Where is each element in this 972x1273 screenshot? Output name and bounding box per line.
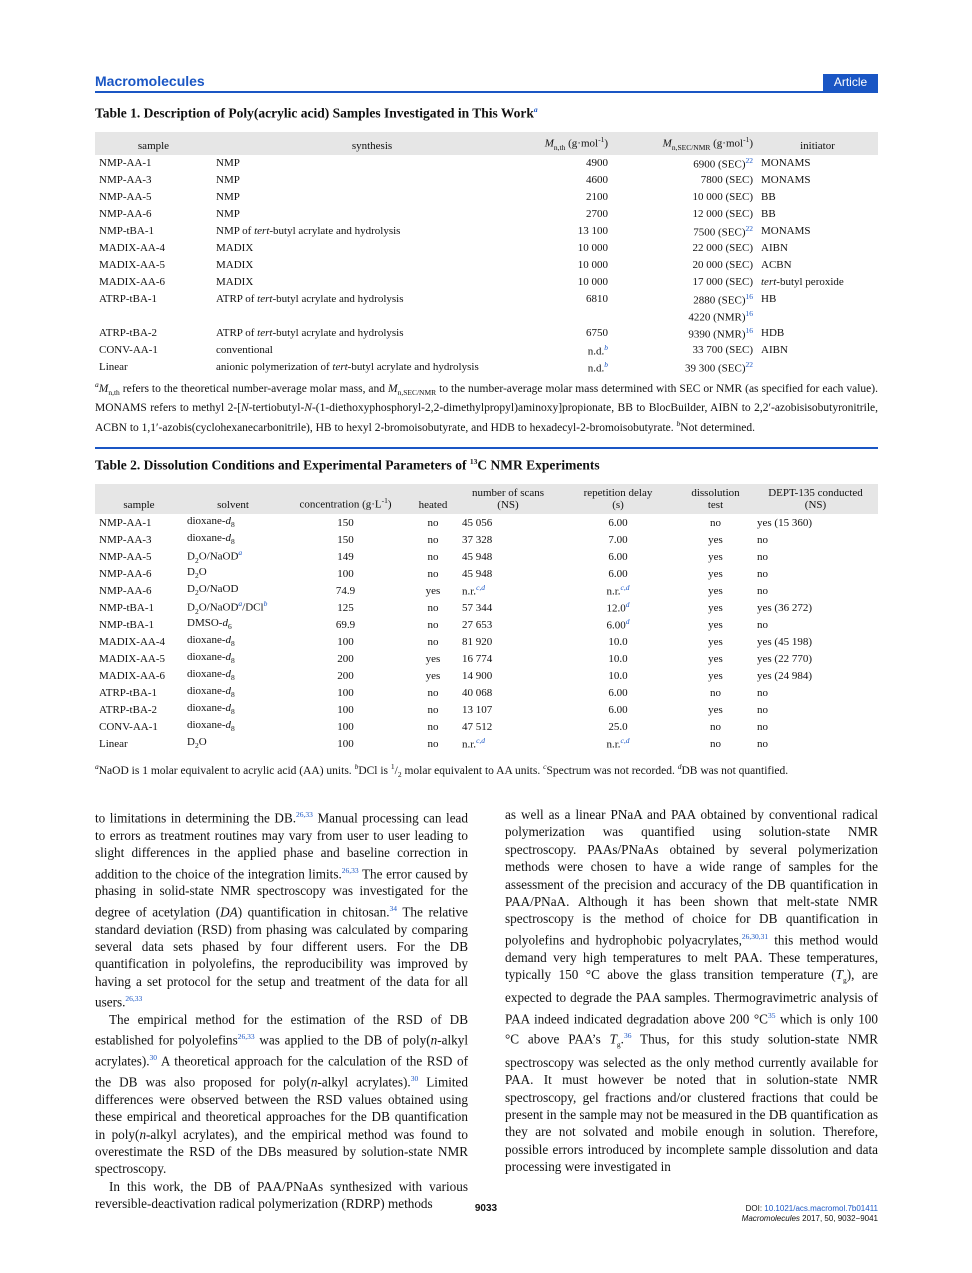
table-cell: NMP-AA-6	[99, 208, 152, 221]
table-cell: MADIX-AA-4	[99, 242, 165, 255]
table-cell: MADIX-AA-5	[99, 652, 165, 665]
table-cell: dioxane-$d_8$	[187, 702, 235, 717]
table-cell: NMP	[216, 174, 240, 187]
table-cell: AIBN	[761, 344, 788, 357]
table-cell: 9390 (NMR)$^{16}$	[688, 326, 753, 341]
article-type-badge: Article	[823, 74, 878, 91]
table-cell: 45 948	[462, 550, 493, 563]
table-cell: no	[427, 516, 439, 529]
table-cell: no	[757, 703, 768, 716]
table-cell: no	[427, 533, 439, 546]
table-cell: 45 948	[462, 567, 493, 580]
table-cell: 13 107	[462, 703, 493, 716]
table-cell: ATRP-tBA-1	[99, 686, 158, 699]
table-cell: NMP-AA-3	[99, 533, 152, 546]
table-cell: dioxane-$d_8$	[187, 719, 235, 734]
col-initiator: initiator	[800, 139, 835, 152]
table-cell: anionic polymerization of tert-butyl acrylate and hydrolysis	[216, 361, 479, 374]
table-cell: HDB	[761, 327, 785, 340]
table-cell: $D_2O$	[187, 566, 207, 581]
col-scans: number of scans (NS)	[471, 487, 545, 511]
table-row	[95, 684, 878, 701]
table-cell: no	[757, 550, 768, 563]
table-row	[95, 667, 878, 684]
table-cell: BB	[761, 208, 776, 221]
table-cell	[212, 308, 532, 325]
table-cell: 100	[337, 567, 354, 580]
table-cell: 25.0	[608, 720, 628, 733]
paragraph: to limitations in determining the DB.$^{26,33}$ Manual processing can lead to errors as treatment routines may vary from user to user leading to slight differences in the applied phase and baseline correction in addition to the choice of the integration limits.$^{26,33}$ The error caused by phasing in solid-state NMR spectroscopy was investigated for the degree of acetylation (DA) quantification in chitosan.$^{34}$ The relative standard deviation (RSD) from phasing was calculated by comparing several data sets phased by four different users. For the DB quantification in polyolefins, the reproducibility was improved by having a set protocol for the setup and treatment of the data for all users.$^{26,33}$	[95, 810, 468, 1010]
table-cell: yes (36 272)	[757, 601, 812, 614]
table-cell: 20 000 (SEC)	[692, 259, 753, 272]
table-row	[95, 206, 878, 223]
table-cell: NMP	[216, 208, 240, 221]
table-cell: 150	[337, 533, 354, 546]
table-cell: dioxane-$d_8$	[187, 685, 235, 700]
table-cell	[95, 308, 212, 325]
table-row	[95, 633, 878, 650]
table-row	[95, 155, 878, 172]
table-cell: no	[757, 686, 768, 699]
col-delay: repetition delay (s)	[583, 487, 653, 511]
table-cell: no	[427, 720, 439, 733]
table-cell: NMP-AA-6	[99, 567, 152, 580]
table-cell: $D_2O$	[187, 736, 207, 751]
table-cell: 10.0	[608, 652, 628, 665]
table-cell: Linear	[99, 361, 128, 374]
table-row	[95, 274, 878, 291]
table-cell: n.d.$^b$	[587, 343, 608, 358]
table-cell: dioxane-$d_8$	[187, 668, 235, 683]
section-rule	[95, 447, 878, 449]
table-cell: 100	[337, 686, 354, 699]
table-cell: no	[757, 584, 768, 597]
table-cell: 6.00	[608, 550, 628, 563]
table-cell: MADIX-AA-4	[99, 635, 165, 648]
table-cell: 150	[337, 516, 354, 529]
col-dissolution: dissolution test	[691, 487, 740, 511]
table-cell: MADIX	[216, 259, 254, 272]
table-cell: MONAMS	[761, 174, 811, 187]
table-cell: $D_2O/NaOD^a$	[187, 548, 243, 565]
table-row	[95, 172, 878, 189]
table1-body	[95, 155, 878, 376]
table-cell: yes	[425, 584, 441, 597]
table-cell: no	[427, 567, 439, 580]
table-cell: CONV-AA-1	[99, 344, 158, 357]
table-row	[95, 240, 878, 257]
table-row	[95, 599, 878, 616]
table-cell: n.r.$^{c,d}$	[606, 736, 630, 751]
table-row	[95, 359, 878, 376]
table-cell: n.d.$^b$	[587, 360, 608, 375]
journal-name[interactable]: Macromolecules	[95, 73, 205, 89]
table-cell: BB	[761, 191, 776, 204]
table-cell: MADIX-AA-6	[99, 669, 165, 682]
col-sample: sample	[137, 139, 170, 152]
table-cell: 7500 (SEC)$^{22}$	[693, 224, 753, 239]
table-cell: NMP-AA-1	[99, 157, 152, 170]
table-cell: $D_2O/NaOD^a/DCl^b$	[187, 599, 268, 616]
table-cell: 200	[337, 669, 354, 682]
table-cell: 4600	[586, 174, 608, 187]
table-cell: 16 774	[462, 652, 493, 665]
table-cell: 149	[337, 550, 354, 563]
table-cell: 69.9	[335, 618, 356, 631]
header-rule	[95, 91, 878, 93]
table-cell: NMP of tert-butyl acrylate and hydrolysis	[216, 225, 401, 238]
page-number: 9033	[474, 1203, 498, 1214]
table-cell: 10 000	[577, 242, 608, 255]
table-cell: 10 000	[577, 259, 608, 272]
table-cell: 100	[337, 635, 354, 648]
table1-header	[95, 132, 878, 155]
table-cell: 47 512	[462, 720, 493, 733]
table-cell: yes	[708, 601, 723, 614]
table-row	[95, 582, 878, 599]
table-row	[95, 548, 878, 565]
table-row	[95, 342, 878, 359]
table2-body	[95, 514, 878, 752]
table-row	[95, 257, 878, 274]
table-cell: 6900 (SEC)$^{22}$	[693, 156, 753, 171]
table-cell: no	[427, 601, 439, 614]
table-cell: NMP-tBA-1	[99, 601, 155, 614]
table-cell: no	[710, 720, 721, 733]
table-cell: ATRP-tBA-2	[99, 327, 158, 340]
table-cell: yes (15 360)	[757, 516, 812, 529]
table-cell: NMP-AA-1	[99, 516, 152, 529]
table-row	[95, 701, 878, 718]
table-cell: MADIX	[216, 242, 254, 255]
table-cell: no	[757, 737, 768, 750]
table-cell: NMP-AA-5	[99, 550, 152, 563]
table-cell: 13 100	[577, 225, 608, 238]
table1	[95, 132, 878, 376]
table-cell: 7800 (SEC)	[700, 174, 753, 187]
table2	[95, 484, 878, 752]
table-row	[95, 531, 878, 548]
table-cell: CONV-AA-1	[99, 720, 158, 733]
table-cell: yes	[708, 669, 723, 682]
table-cell: 57 344	[462, 601, 493, 614]
table-row	[95, 650, 878, 667]
table-cell: 10.0	[608, 635, 628, 648]
table-cell	[757, 308, 878, 325]
table-cell: 6.00	[608, 516, 628, 529]
table-cell: NMP	[216, 157, 240, 170]
table-cell: yes	[708, 635, 723, 648]
table-cell: yes	[708, 584, 723, 597]
table-cell: no	[427, 550, 439, 563]
table-cell: yes	[425, 652, 441, 665]
table-cell: 37 328	[462, 533, 493, 546]
doi-label: DOI:	[745, 1204, 765, 1213]
table1-title: Table 1. Description of Poly(acrylic acid) Samples Investigated in This Work$^a$	[95, 105, 538, 121]
table-cell: yes (22 770)	[757, 652, 812, 665]
table-cell: 12 000 (SEC)	[692, 208, 753, 221]
table-cell: yes (45 198)	[757, 635, 812, 648]
table-cell: 14 900	[462, 669, 493, 682]
table-cell: yes	[708, 652, 723, 665]
table-row	[95, 718, 878, 735]
table-cell: 2100	[586, 191, 608, 204]
table-cell: MADIX-AA-5	[99, 259, 165, 272]
table-cell: AIBN	[761, 242, 788, 255]
table-cell: yes (24 984)	[757, 669, 812, 682]
table2-title: Table 2. Dissolution Conditions and Experimental Parameters of $^{13}$C NMR Experiments	[95, 457, 600, 473]
table-row	[95, 514, 878, 531]
col-dept: DEPT-135 conducted (NS)	[768, 487, 863, 511]
col-sample: sample	[123, 499, 155, 511]
table-cell: 6.00	[608, 703, 628, 716]
table-cell: n.r.$^{c,d}$	[462, 583, 486, 598]
table-cell: ATRP of tert-butyl acrylate and hydrolysis	[216, 327, 404, 340]
table-cell: 10 000 (SEC)	[692, 191, 753, 204]
table-cell: n.r.$^{c,d}$	[462, 736, 486, 751]
table-cell: 7.00	[608, 533, 628, 546]
table-row	[95, 223, 878, 240]
table-cell: 6750	[586, 327, 608, 340]
doi-citation	[742, 1204, 878, 1224]
table2-header	[95, 484, 878, 514]
table-cell: 4900	[586, 157, 608, 170]
table-cell: yes	[708, 567, 723, 580]
table-cell: 27 653	[462, 618, 493, 631]
table-cell: MADIX	[216, 276, 254, 289]
table-cell: no	[427, 686, 439, 699]
table-cell: 100	[337, 703, 354, 716]
col-solvent: solvent	[217, 499, 249, 511]
table-cell: no	[757, 720, 768, 733]
table-row	[95, 189, 878, 206]
table-cell: 33 700 (SEC)	[692, 344, 753, 357]
table1-footnote: $^aM_{n,th}$ refers to the theoretical number-average molar mass, and $M_{n,SEC/NMR}$ to the number-average molar mass determined with SEC or NMR (as specified for each value). MONAMS refers to methyl 2-[N-tertiobutyl-N-(1-diethoxyphosphoryl-2,2-dimethylpropyl)aminoxy]propionate, BB to BlocBuilder, AIBN to 2,2′-azobisisobutyronitrile, ACBN to 1,1′-azobis(cyclohexanecarbonitrile), HB to hexyl 2-bromoisobutyrate, and HDB to hexadecyl-2-bromoisobutyrate. $^b$Not determined.	[95, 380, 878, 434]
table-cell: 6810	[586, 293, 608, 306]
table-cell: 22 000 (SEC)	[692, 242, 753, 255]
table-cell: no	[757, 533, 768, 546]
table-cell: dioxane-$d_8$	[187, 515, 235, 530]
table-cell: MADIX-AA-6	[99, 276, 165, 289]
table-cell: 4220 (NMR)$^{16}$	[688, 309, 753, 324]
table-cell: 10 000	[577, 276, 608, 289]
table-cell: ATRP of tert-butyl acrylate and hydrolysis	[216, 293, 404, 306]
table-cell: no	[710, 737, 721, 750]
table-cell: NMP-AA-3	[99, 174, 152, 187]
table-cell: 6.00	[608, 686, 628, 699]
paragraph: The empirical method for the estimation of the RSD of DB established for polyolefins$^{26,33}$ was applied to the DB of poly(n-alkyl acrylates).$^{30}$ A theoretical approach for the calculation of the RSD of the DB was also proposed for poly(n-alkyl acrylates).$^{30}$ Limited differences were observed between the RSD values obtained using these empirical and theoretical approaches for the DB quantification in poly(n-alkyl acrylates), and the empirical method was found to overestimate the RSD of the DBs measured by solution-state NMR spectroscopy.	[95, 1012, 468, 1177]
table-cell: 45 056	[462, 516, 493, 529]
table-cell: MONAMS	[761, 225, 811, 238]
table-cell: $D_2O$/NaOD	[187, 583, 239, 598]
table-cell: ATRP-tBA-1	[99, 293, 158, 306]
table-cell: NMP-tBA-1	[99, 618, 155, 631]
paragraph: In this work, the DB of PAA/PNaAs synthesized with various reversible-deactivation radical polymerization (RDRP) methods	[95, 1178, 468, 1212]
table-cell: DMSO-$d_6$	[187, 617, 232, 632]
table-cell: no	[427, 737, 439, 750]
table-cell: 39 300 (SEC)$^{22}$	[685, 360, 753, 375]
table-cell: dioxane-$d_8$	[187, 532, 235, 547]
table-cell: 17 000 (SEC)	[692, 276, 753, 289]
table-cell: no	[710, 686, 721, 699]
table-cell: NMP-AA-6	[99, 584, 152, 597]
table-cell: 12.0$^d$	[606, 600, 630, 615]
table-cell: tert-butyl peroxide	[761, 276, 844, 289]
table-cell: 125	[337, 601, 354, 614]
table-cell: conventional	[216, 344, 273, 357]
table-cell: 81 920	[462, 635, 493, 648]
table-cell: 100	[337, 737, 354, 750]
table-cell: 6.00	[608, 567, 628, 580]
table-cell: yes	[425, 669, 441, 682]
table-row	[95, 735, 878, 752]
col-concentration: concentration $(g\cdot L^{-1})$	[299, 496, 392, 511]
doi-link[interactable]: 10.1021/acs.macromol.7b01411	[764, 1204, 878, 1213]
table-row	[95, 565, 878, 582]
col-mn-th: $M_{n,th}$ (g·mol$^{-1}$)	[544, 135, 608, 152]
table-cell: 40 068	[462, 686, 493, 699]
body-column-right	[505, 806, 878, 1176]
citation: Macromolecules 2017, 50, 9032−9041	[741, 1214, 878, 1223]
table-cell: 100	[337, 720, 354, 733]
table-cell: 6.00$^d$	[606, 617, 630, 632]
table2-footnote: $^a$NaOD is 1 molar equivalent to acrylic acid (AA) units. $^b$DCl is $^1/_2$ molar equivalent to AA units. $^c$Spectrum was not recorded. $^d$DB was not quantified.	[95, 762, 789, 780]
table-cell: 74.9	[335, 584, 356, 597]
body-column-left	[95, 806, 468, 1213]
table-row	[95, 308, 878, 325]
table-cell: no	[757, 567, 768, 580]
col-heated: heated	[418, 499, 448, 511]
table-row	[95, 325, 878, 342]
table-row	[95, 616, 878, 633]
table-cell: no	[427, 635, 439, 648]
paragraph: as well as a linear PNaA and PAA obtained by conventional radical polymerization was quantified using solution-state NMR spectroscopy. PAAs/PNaAs obtained by several polymerization methods were chosen to have a wide range of samples for the assessment of the precision and accuracy of the DB quantification in PAA/PNaA. Although it has been shown that melt-state NMR spectroscopy is the method of choice for DB quantification in polyolefins and hydrophobic polyacrylates,$^{26,30,31}$ this method would demand very high temperatures to melt PAA. These temperatures, typically 150 °C above the glass transition temperature $(T_g)$, are expected to degrade the PAA samples. Thermogravimetric analysis of PAA indeed indicated degradation above 200 °C$^{35}$ which is only 100 °C above PAA’s $T_g.^{36}$ Thus, for this study solution-state NMR spectroscopy was selected as the only method currently available for PAA. It must however be noted that in solution-state NMR spectroscopy, gel fractions and/or clustered fractions that could be present in the sample may not be measured in the DB quantification as they are not solvated and mobile enough in solution. Therefore, possible errors introduced by incomplete sample dissolution and data processing were investigated in	[505, 807, 878, 1175]
table-cell: Linear	[99, 737, 128, 750]
table-cell: yes	[708, 533, 723, 546]
table-cell: HB	[761, 293, 777, 306]
table-cell: yes	[708, 703, 723, 716]
table-cell: 2700	[586, 208, 608, 221]
table-cell: MONAMS	[761, 157, 811, 170]
col-mn-sec: $M_{n,SEC/NMR}$ (g·mol$^{-1}$)	[662, 135, 753, 152]
table-cell: yes	[708, 550, 723, 563]
table-cell: NMP	[216, 191, 240, 204]
table-cell: 200	[337, 652, 354, 665]
table-cell: no	[427, 703, 439, 716]
table-cell: n.r.$^{c,d}$	[606, 583, 630, 598]
table-cell: no	[757, 618, 768, 631]
table-cell: dioxane-$d_8$	[187, 634, 235, 649]
table-row	[95, 291, 878, 308]
table-cell: dioxane-$d_8$	[187, 651, 235, 666]
table-cell: ACBN	[761, 259, 792, 272]
table-cell: NMP-AA-5	[99, 191, 152, 204]
table-cell: ATRP-tBA-2	[99, 703, 158, 716]
table-cell: 10.0	[608, 669, 628, 682]
table-cell: yes	[708, 618, 723, 631]
table-cell	[532, 308, 612, 325]
table-cell: no	[427, 618, 439, 631]
table-cell	[757, 359, 878, 376]
table-cell: NMP-tBA-1	[99, 225, 155, 238]
table-cell: no	[710, 516, 721, 529]
table-cell: 2880 (SEC)$^{16}$	[693, 292, 753, 307]
col-synthesis: synthesis	[351, 139, 393, 152]
